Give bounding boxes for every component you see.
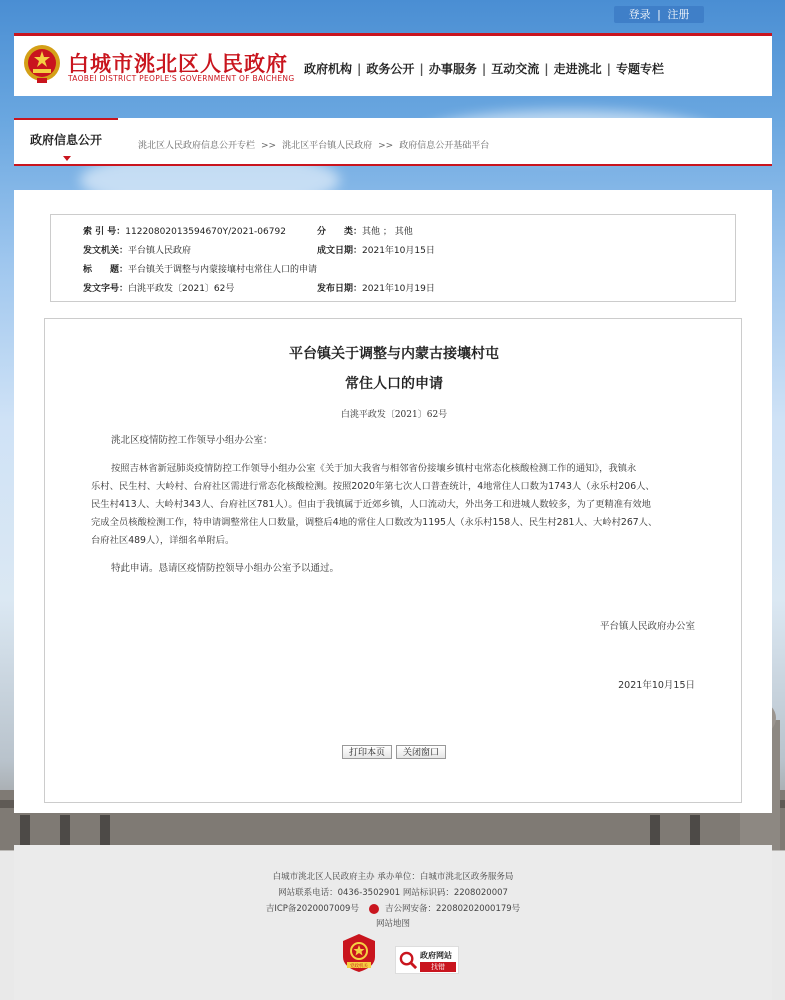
footer-sponsor: 白城市洮北区人民政府主办 承办单位：白城市洮北区政务服务局 <box>272 872 514 882</box>
document-title-line2: 常住人口的申请 <box>345 376 443 392</box>
nav-separator: | <box>606 62 612 76</box>
breadcrumb-item[interactable]: 政府信息公开基础平台 <box>399 141 490 151</box>
nav-separator: | <box>357 62 362 76</box>
site-footer <box>14 845 772 1000</box>
site-title[interactable]: 白城市洮北区人民政府 <box>68 51 288 76</box>
breadcrumb-separator: >> <box>378 141 394 151</box>
sitemap-link[interactable]: 网站地图 <box>375 919 410 929</box>
icp-link[interactable]: 吉ICP备2020007009号 <box>265 904 359 914</box>
main-nav <box>304 60 664 77</box>
meta-docno-value: 白洮平政发〔2021〕62号 <box>128 284 235 294</box>
footer-contact: 网站联系电话：0436-3502901 网站标识码：2208020007 <box>278 888 508 898</box>
meta-index <box>83 224 286 237</box>
register-link[interactable]: 注册 <box>667 8 690 21</box>
meta-issuer-value: 平台镇人民政府 <box>128 246 192 256</box>
document-paragraph-line: 民生村413人、大岭村343人、台府社区781人）。但由于我镇属于近郊乡镇，人口流动大，外出务工和进城人数较多，为了更精准有效地 <box>91 499 651 510</box>
nav-item-interaction[interactable]: 互动交流 <box>491 62 540 76</box>
meta-issuer <box>83 243 191 256</box>
footer-registration <box>14 902 772 914</box>
meta-created <box>317 243 435 256</box>
document-paragraph-line: 乐村、民生村、大岭村、台府社区需进行常态化核酸检测。按照2020年第七次人口普查统计，4地常住人口数为1743人（永乐村206人、 <box>91 481 655 492</box>
nav-item-topics[interactable]: 专题专栏 <box>616 62 665 76</box>
tab-gov-info-label: 政府信息公开 <box>29 133 102 147</box>
magnifier-icon <box>399 951 418 970</box>
meta-created-label: 成文日期： <box>317 246 363 256</box>
print-button[interactable]: 打印本页 <box>342 745 392 759</box>
document-signature: 平台镇人民政府办公室 <box>599 621 695 632</box>
tab-gov-info[interactable] <box>14 118 118 166</box>
meta-title <box>83 262 317 275</box>
find-badge-title: 政府网站 <box>420 951 452 960</box>
find-badge-label: 找错 <box>420 962 456 972</box>
close-window-button[interactable]: 关闭窗口 <box>396 745 446 759</box>
meta-publish-label: 发布日期： <box>317 284 363 294</box>
caret-down-icon <box>63 156 71 161</box>
content-panel <box>14 190 772 813</box>
meta-index-value: 11220802013594670Y/2021-06792 <box>125 227 286 237</box>
meta-publish-value: 2021年10月19日 <box>362 284 435 294</box>
meta-issuer-label: 发文机关： <box>83 246 129 256</box>
meta-category <box>317 224 413 237</box>
top-bar <box>0 0 785 32</box>
document-date: 2021年10月15日 <box>618 680 695 691</box>
document-paragraph-line: 完成全员核酸检测工作，特申请调整常住人口数量，调整后4地的常住人口数改为1195人（永乐村158人、民生村281人、大岭村267人、 <box>91 517 658 528</box>
document-closing: 特此申请。恳请区疫情防控领导小组办公室予以通过。 <box>111 563 340 574</box>
police-badge-icon <box>369 904 379 914</box>
meta-docno <box>83 281 234 294</box>
party-badge-label: 党政机关 <box>350 964 368 969</box>
meta-created-value: 2021年10月15日 <box>362 246 435 256</box>
meta-docno-label: 发文字号： <box>83 284 129 294</box>
nav-item-about[interactable]: 走进洮北 <box>553 62 602 76</box>
meta-title-label: 标 题： <box>83 265 129 275</box>
gov-site-find-error-badge[interactable] <box>395 946 459 974</box>
meta-publish <box>317 281 435 294</box>
login-link[interactable]: 登录 <box>628 8 651 21</box>
document-number: 白洮平政发〔2021〕62号 <box>340 410 448 420</box>
breadcrumb-separator: >> <box>261 141 277 151</box>
document-title-line1: 平台镇关于调整与内蒙古接壤村屯 <box>289 346 499 362</box>
document-paragraph-line: 按照吉林省新冠肺炎疫情防控工作领导小组办公室《关于加大我省与相邻省份接壤乡镇村屯常态化核酸检测工作的通知》，我镇永 <box>111 463 637 474</box>
nav-item-gov-affairs[interactable]: 政务公开 <box>366 62 415 76</box>
nav-separator: | <box>419 62 424 76</box>
site-header <box>14 33 772 96</box>
nav-item-gov-agencies[interactable]: 政府机构 <box>304 62 353 76</box>
national-emblem-icon[interactable] <box>23 44 61 84</box>
breadcrumb-item[interactable]: 洮北区平台镇人民政府 <box>282 141 373 151</box>
breadcrumb-panel <box>14 118 772 166</box>
meta-title-value: 平台镇关于调整与内蒙接壤村屯常住人口的申请 <box>128 265 318 275</box>
party-gov-badge-icon[interactable] <box>341 933 377 973</box>
breadcrumb-item[interactable]: 洮北区人民政府信息公开专栏 <box>138 141 256 151</box>
meta-category-label: 分 类： <box>317 227 363 237</box>
nav-separator: | <box>544 62 549 76</box>
nav-separator: | <box>481 62 487 76</box>
nav-item-services[interactable]: 办事服务 <box>428 62 477 76</box>
breadcrumb <box>138 138 489 151</box>
login-register-box <box>614 6 704 23</box>
document-salutation: 洮北区疫情防控工作领导小组办公室： <box>111 435 273 446</box>
login-separator: | <box>657 8 661 21</box>
site-subtitle: TAOBEI DISTRICT PEOPLE'S GOVERNMENT OF BAICHENG <box>68 74 295 83</box>
document-paragraph-line: 台府社区489人），详细名单附后。 <box>91 535 235 546</box>
meta-category-value: 其他 ； 其他 <box>362 227 413 237</box>
meta-index-label: 索 引 号： <box>83 227 126 237</box>
document-body <box>44 318 742 803</box>
police-record-link[interactable]: 吉公网安备：22080202000179号 <box>384 904 521 914</box>
document-meta-table <box>50 214 736 302</box>
